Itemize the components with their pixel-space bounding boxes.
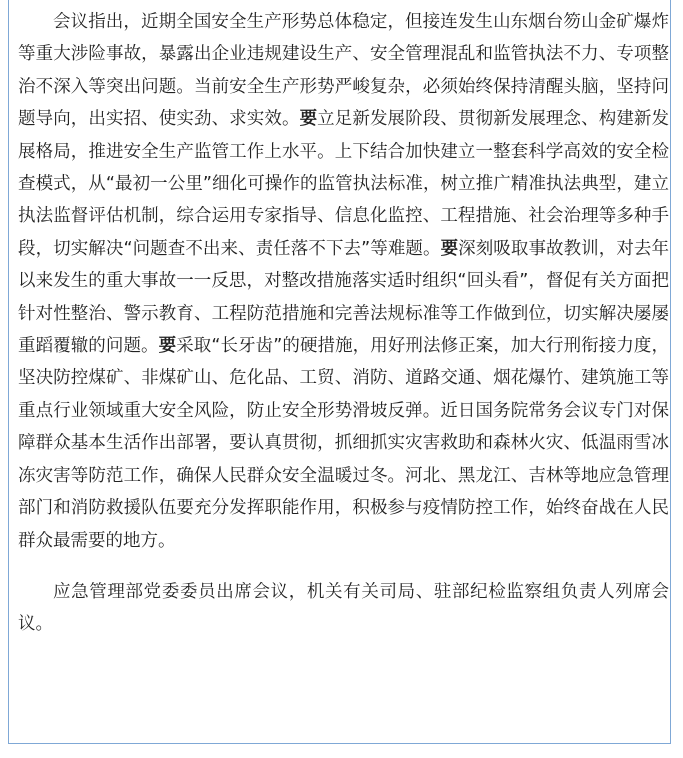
article-body [18,0,669,641]
paragraph-meeting-points [18,0,669,557]
emphasis-run: 要 [158,336,177,357]
text-run: 立足新发展阶段、贯彻新发展理念、构建新发展格局，推进安全生产监管工作上水平。上下结合加快建立一整套科学高效的安全检查模式，从“最初一公里”细化可操作的监管执法标准，树立推广精准执法典型，建立执法监督评估机制，综合运用专家指导、信息化监控、工程措施、社会治理等多种手段，切实解决“问题查不出来、责任落不下去”等难题。 [18,109,670,259]
article-frame [8,0,671,744]
text-run: 会议指出，近期全国安全生产形势总体稳定，但接连发生山东烟台笏山金矿爆炸等重大涉险事故，暴露出企业违规建设生产、安全管理混乱和监管执法不力、专项整治不深入等突出问题。当前安全生产形势严峻复杂，必须始终保持清醒头脑，坚持问题导向，出实招、使实劲、求实效。 [18,12,669,130]
text-run: 应急管理部党委委员出席会议，机关有关司局、驻部纪检监察组负责人列席会议。 [18,581,669,635]
paragraph-attendees [18,576,669,641]
emphasis-run: 要 [440,238,459,259]
text-run: 深刻吸取事故教训，对去年以来发生的重大事故一一反思，对整改措施落实适时组织“回头看”，督促有关方面把针对性整治、警示教育、工程防范措施和完善法规标准等工作做到位，切实解决屡屡重蹈覆辙的问题。 [18,238,669,357]
emphasis-run: 要 [299,109,318,130]
text-run: 采取“长牙齿”的硬措施，用好刑法修正案，加大行刑衔接力度，坚决防控煤矿、非煤矿山、危化品、工贸、消防、道路交通、烟花爆竹、建筑施工等重点行业领域重大安全风险，防止安全形势滑坡反弹。近日国务院常务会议专门对保障群众基本生活作出部署，要认真贯彻，抓细抓实灾害救助和森林火灾、低温雨雪冰冻灾害等防范工作，确保人民群众安全温暖过冬。河北、黑龙江、吉林等地应急管理部门和消防救援队伍要充分发挥职能作用，积极参与疫情防控工作，始终奋战在人民群众最需要的地方。 [18,336,669,551]
